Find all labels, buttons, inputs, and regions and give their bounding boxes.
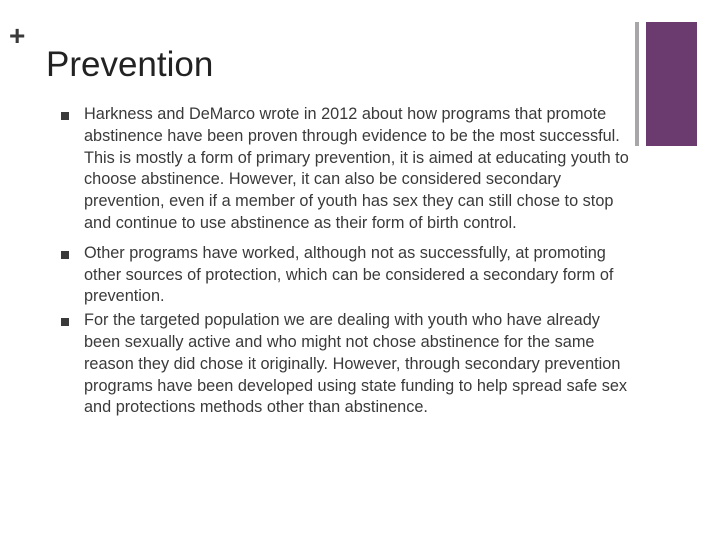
bullet-text: For the targeted population we are dealing with youth who have already been sexually active and who might not chose abstinence for the same reason they did chose it originally. However, through secondary prevention programs have been developed using state funding to help spread safe sex and protections methods other than abstinence. <box>84 311 628 417</box>
bullet-text: Harkness and DeMarco wrote in 2012 about how programs that promote abstinence have been proven through evidence to be the most successful. This is mostly a form of primary prevention, it is aimed at educating youth to choose abstinence. However, it can also be considered secondary prevention, even if a member of youth has sex they can still chose to stop and continue to use abstinence as their form of birth control. <box>84 105 629 232</box>
plus-symbol: + <box>9 20 26 51</box>
square-bullet-icon <box>61 112 69 120</box>
bullet-item <box>60 104 630 235</box>
bullet-list <box>60 104 630 427</box>
bullet-item <box>60 310 630 419</box>
square-bullet-icon <box>61 251 69 259</box>
square-bullet-icon <box>61 318 69 326</box>
accent-bar-thin <box>635 22 639 146</box>
accent-bar-block <box>646 22 697 146</box>
slide-title: Prevention <box>46 45 214 84</box>
bullet-item <box>60 243 630 308</box>
bullet-text: Other programs have worked, although not as successfully, at promoting other sources of protection, which can be considered a secondary form of prevention. <box>84 243 614 306</box>
